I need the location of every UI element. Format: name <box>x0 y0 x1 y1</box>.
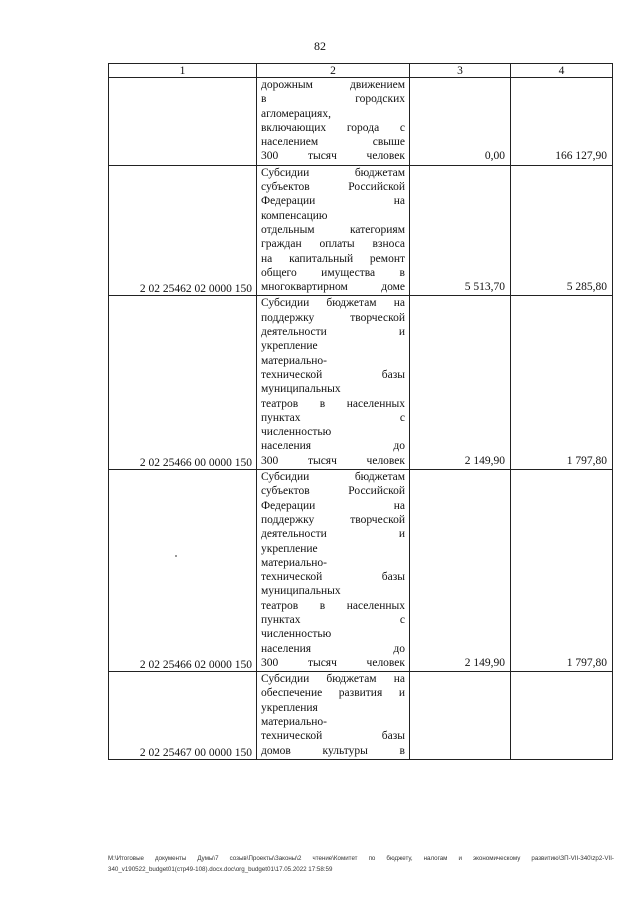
description-line: Федерации на <box>261 195 405 208</box>
description-line: поддержку творческой <box>261 311 405 324</box>
description-line: театров в населенных <box>261 397 405 410</box>
description-line: Субсидии бюджетам <box>261 471 405 484</box>
description-line: обеспечение развития и <box>261 687 405 700</box>
description-line: деятельности и <box>261 326 405 339</box>
amount-col-4-cell: 5 285,80 <box>511 165 613 296</box>
description-line: субъектов Российской <box>261 485 405 498</box>
description-line: укрепление <box>261 542 318 555</box>
table-row <box>109 78 613 166</box>
budget-table <box>108 63 613 760</box>
scan-speck <box>175 555 177 557</box>
footer-line-1: М:\Итоговые документы Думы\7 созыв\Проекты\Законы\2 чтение\Комитет по бюджету, налогам и экономическому развитию\ЗП-VII-340\zp2-VII- <box>108 855 614 862</box>
description-line: деятельности и <box>261 528 405 541</box>
description-line: 300 тысяч человек <box>261 656 405 669</box>
description-cell <box>257 78 410 166</box>
description-line: дорожным движением <box>261 79 405 91</box>
description-line: театров в населенных <box>261 599 405 612</box>
description-line: пунктах с <box>261 411 405 424</box>
description-line: муниципальных <box>261 383 341 396</box>
description-line: материально- <box>261 716 327 729</box>
header-col-3: 3 <box>410 64 511 78</box>
description-line: граждан оплаты взноса <box>261 238 405 251</box>
amount-col-3-cell <box>410 672 511 760</box>
description-line: численностью <box>261 426 332 439</box>
description-line: технической базы <box>261 730 405 743</box>
amount-col-4-cell <box>511 672 613 760</box>
footer-line-2: 340_v190522_budget01(стр49-108).docx.doc\org_budget01\17.05.2022 17:58:59 <box>108 866 333 873</box>
description-line: населения до <box>261 440 405 453</box>
description-line: технической базы <box>261 368 405 381</box>
description-cell <box>257 672 410 760</box>
description-line: 300 тысяч человек <box>261 150 405 163</box>
table-header-row <box>109 64 613 78</box>
header-col-4: 4 <box>511 64 613 78</box>
table-row <box>109 296 613 470</box>
table-row <box>109 470 613 672</box>
description-cell <box>257 470 410 672</box>
budget-code-cell: 2 02 25467 00 0000 150 <box>109 672 257 760</box>
description-line: численностью <box>261 628 332 641</box>
table-row <box>109 672 613 760</box>
amount-col-4-cell: 1 797,80 <box>511 296 613 470</box>
header-col-1: 1 <box>109 64 257 78</box>
description-line: укрепления <box>261 701 318 714</box>
amount-col-4-cell: 166 127,90 <box>511 78 613 166</box>
description-line: общего имущества в <box>261 266 405 279</box>
description-line: включающих города с <box>261 121 405 134</box>
description-line: домов культуры в <box>261 744 405 757</box>
description-line: агломерациях, <box>261 107 331 120</box>
description-line: пунктах с <box>261 613 405 626</box>
description-line: населением свыше <box>261 136 405 149</box>
budget-code-cell: 2 02 25466 02 0000 150 <box>109 470 257 672</box>
amount-col-3-cell: 0,00 <box>410 78 511 166</box>
budget-code-cell: 2 02 25462 02 0000 150 <box>109 165 257 296</box>
budget-code-cell: 2 02 25466 00 0000 150 <box>109 296 257 470</box>
description-line: Федерации на <box>261 499 405 512</box>
description-line: населения до <box>261 642 405 655</box>
budget-code-cell <box>109 78 257 166</box>
description-line: в городских <box>261 93 405 106</box>
file-path-footer <box>108 853 614 875</box>
description-line: Субсидии бюджетам на <box>261 673 405 686</box>
description-line: укрепление <box>261 340 318 353</box>
description-line: технической базы <box>261 571 405 584</box>
table-row <box>109 165 613 296</box>
amount-col-4-cell: 1 797,80 <box>511 470 613 672</box>
header-col-2: 2 <box>257 64 410 78</box>
description-line: компенсацию <box>261 209 328 222</box>
description-line: на капитальный ремонт <box>261 252 405 265</box>
description-line: материально- <box>261 556 327 569</box>
amount-col-3-cell: 2 149,90 <box>410 296 511 470</box>
description-cell <box>257 296 410 470</box>
amount-col-3-cell: 5 513,70 <box>410 165 511 296</box>
description-line: Субсидии бюджетам <box>261 166 405 179</box>
table-body <box>109 78 613 760</box>
description-line: субъектов Российской <box>261 181 405 194</box>
description-cell <box>257 165 410 296</box>
description-line: поддержку творческой <box>261 513 405 526</box>
description-line: Субсидии бюджетам на <box>261 297 405 310</box>
description-line: 300 тысяч человек <box>261 454 405 467</box>
description-line: материально- <box>261 354 327 367</box>
description-line: многоквартирном доме <box>261 281 405 294</box>
amount-col-3-cell: 2 149,90 <box>410 470 511 672</box>
description-line: отдельным категориям <box>261 223 405 236</box>
page-number: 82 <box>314 39 326 53</box>
description-line: муниципальных <box>261 585 341 598</box>
